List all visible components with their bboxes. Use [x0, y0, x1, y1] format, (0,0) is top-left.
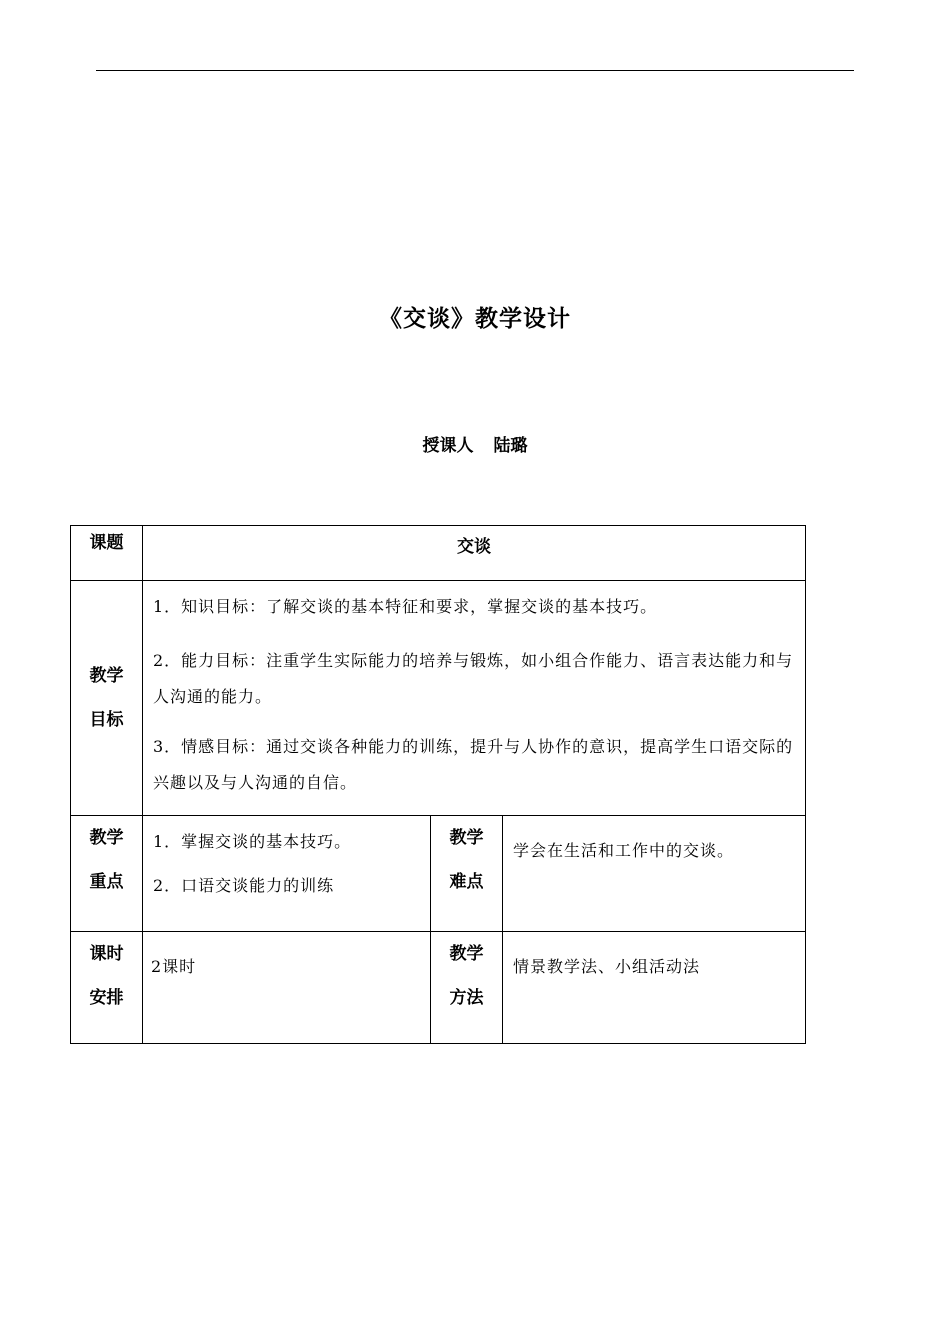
lesson-plan-table [70, 525, 806, 1044]
methods-value: 情景教学法、小组活动法 [503, 932, 806, 1044]
key-points-row [71, 816, 806, 932]
author-label: 授课人 [422, 436, 474, 456]
schedule-label-line1: 课时 [89, 944, 124, 964]
difficulties-value: 学会在生活和工作中的交谈。 [503, 816, 806, 932]
methods-label-cell [431, 932, 503, 1044]
schedule-value: 2课时 [143, 932, 431, 1044]
goals-row [71, 581, 806, 816]
goal-item: 2．能力目标：注重学生实际能力的培养与锻炼，如小组合作能力、语言表达能力和与人沟通的能力。 [153, 651, 794, 706]
header-rule [96, 70, 854, 71]
methods-label-line2: 方法 [449, 988, 484, 1008]
goal-item: 3．情感目标：通过交谈各种能力的训练，提升与人协作的意识，提高学生口语交际的兴趣以及与人沟通的自信。 [153, 737, 794, 792]
schedule-row [71, 932, 806, 1044]
goal-item: 1．知识目标：了解交谈的基本特征和要求，掌握交谈的基本技巧。 [153, 597, 658, 616]
key-points-label-line2: 重点 [89, 872, 124, 892]
topic-label-cell [71, 526, 143, 581]
key-point-item: 1．掌握交谈的基本技巧。 [153, 832, 352, 851]
topic-row [71, 526, 806, 581]
difficulties-label-cell [431, 816, 503, 932]
goals-list [143, 581, 806, 816]
schedule-label-line2: 安排 [89, 988, 124, 1008]
difficulties-label-line2: 难点 [449, 872, 484, 892]
goals-label-line1: 教学 [89, 666, 124, 686]
methods-label-line1: 教学 [449, 944, 484, 964]
author-name: 陆璐 [493, 436, 528, 456]
key-points-label-line1: 教学 [89, 828, 124, 848]
goals-label-cell [71, 581, 143, 816]
author-line [0, 431, 950, 456]
key-points-list [143, 816, 431, 932]
key-point-item: 2．口语交谈能力的训练 [153, 876, 335, 895]
schedule-label-cell [71, 932, 143, 1044]
document-title: 《交谈》教学设计 [379, 305, 571, 332]
key-points-label-cell [71, 816, 143, 932]
topic-label: 课题 [89, 533, 124, 553]
difficulties-label-line1: 教学 [449, 828, 484, 848]
topic-value: 交谈 [143, 526, 806, 581]
goals-label-line2: 目标 [89, 710, 124, 730]
